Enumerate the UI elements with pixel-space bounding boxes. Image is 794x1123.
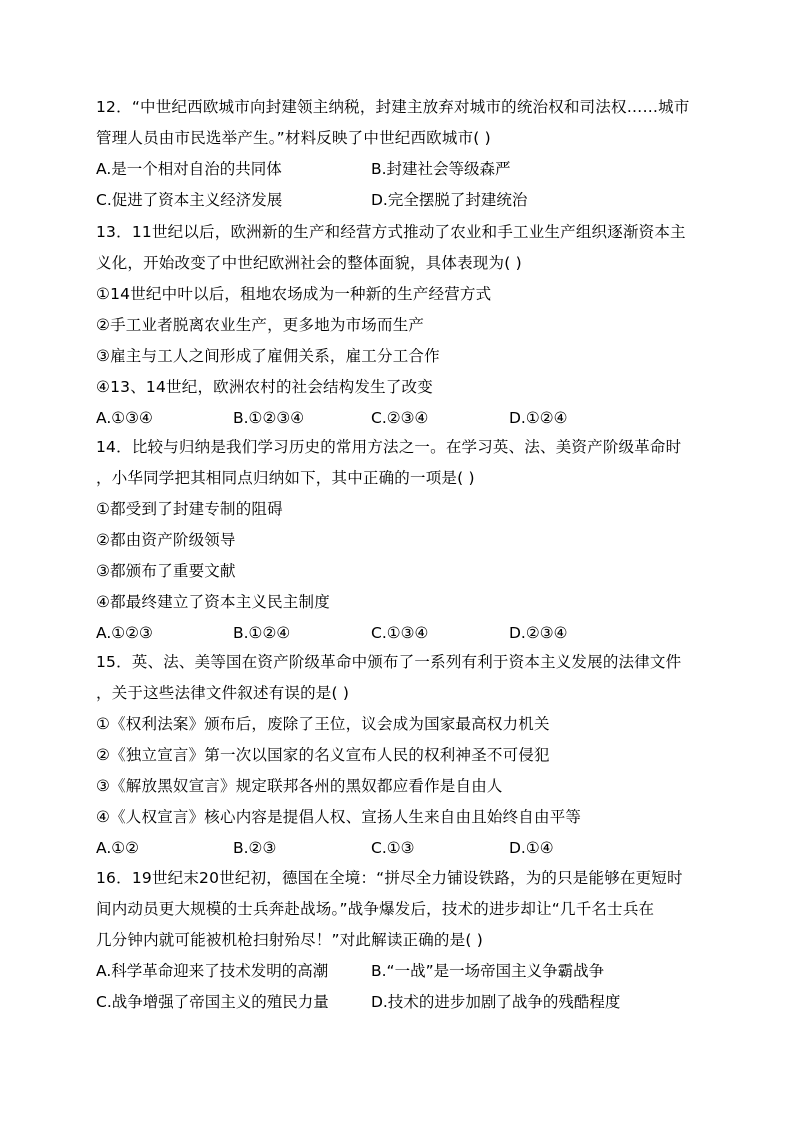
q15-stem-line1: 15．英、法、美等国在资产阶级革命中颁布了一系列有利于资本主义发展的法律文件	[96, 653, 682, 671]
q15-item-2: ②《独立宣言》第一次以国家的名义宣布人民的权利神圣不可侵犯	[96, 746, 550, 764]
q14-stem-line1: 14．比较与归纳是我们学习历史的常用方法之一。在学习英、法、美资产阶级革命时	[96, 438, 682, 456]
q13-option-b: B.①②③④	[233, 409, 305, 427]
q12-option-b: B.封建社会等级森严	[371, 160, 511, 178]
q16-stem-line1: 16．19世纪末20世纪初，德国在全境：“拼尽全力铺设铁路，为的只是能够在更短时	[96, 869, 683, 887]
q14-item-1: ①都受到了封建专制的阻碍	[96, 500, 283, 518]
q15-option-d: D.①④	[509, 839, 554, 857]
q15-option-c: C.①③	[371, 839, 415, 857]
q14-option-c: C.①③④	[371, 624, 429, 642]
q13-item-4: ④13、14世纪，欧洲农村的社会结构发生了改变	[96, 378, 433, 396]
q12-option-d: D.完全摆脱了封建统治	[371, 191, 528, 209]
q12-option-a: A.是一个相对自治的共同体	[96, 160, 282, 178]
q16-stem-line2: 间内动员更大规模的士兵奔赴战场。”战争爆发后，技术的进步却让“几千名士兵在	[96, 900, 655, 918]
q14-option-a: A.①②③	[96, 624, 153, 642]
q13-option-a: A.①③④	[96, 409, 153, 427]
q15-item-1: ①《权利法案》颁布后，废除了王位，议会成为国家最高权力机关	[96, 715, 550, 733]
q16-option-b: B.“一战”是一场帝国主义争霸战争	[371, 962, 605, 980]
q16-option-a: A.科学革命迎来了技术发明的高潮	[96, 962, 329, 980]
q12-stem-line2: 管理人员由市民选举产生。”材料反映了中世纪西欧城市( )	[96, 129, 491, 147]
q13-stem-line1: 13．11世纪以后，欧洲新的生产和经营方式推动了农业和手工业生产组织逐渐资本主	[96, 223, 686, 241]
q15-option-b: B.②③	[233, 839, 277, 857]
q13-stem-line2: 义化，开始改变了中世纪欧洲社会的整体面貌，具体表现为( )	[96, 254, 522, 272]
q13-option-d: D.①②④	[509, 409, 568, 427]
q16-option-c: C.战争增强了帝国主义的殖民力量	[96, 993, 329, 1011]
q14-option-d: D.②③④	[509, 624, 568, 642]
q12-option-c: C.促进了资本主义经济发展	[96, 191, 283, 209]
q12-stem-line1: 12．“中世纪西欧城市向封建领主纳税，封建主放弃对城市的统治权和司法权……城市	[96, 98, 690, 116]
q14-item-3: ③都颁布了重要文献	[96, 562, 236, 580]
q16-stem-line3: 几分钟内就可能被机枪扫射殆尽！”对此解读正确的是( )	[96, 931, 483, 949]
q16-option-d: D.技术的进步加剧了战争的残酷程度	[371, 993, 621, 1011]
q15-stem-line2: ，关于这些法律文件叙述有误的是( )	[96, 684, 350, 702]
q15-option-a: A.①②	[96, 839, 140, 857]
q14-stem-line2: ，小华同学把其相同点归纳如下，其中正确的一项是( )	[96, 469, 475, 487]
q13-item-2: ②手工业者脱离农业生产，更多地为市场而生产	[96, 316, 425, 334]
q14-item-2: ②都由资产阶级领导	[96, 531, 236, 549]
q15-item-3: ③《解放黑奴宣言》规定联邦各州的黑奴都应看作是自由人	[96, 777, 503, 795]
q14-option-b: B.①②④	[233, 624, 291, 642]
q15-item-4: ④《人权宣言》核心内容是提倡人权、宣扬人生来自由且始终自由平等	[96, 808, 582, 826]
q13-option-c: C.②③④	[371, 409, 429, 427]
q13-item-1: ①14世纪中叶以后，租地农场成为一种新的生产经营方式	[96, 285, 492, 303]
q14-item-4: ④都最终建立了资本主义民主制度	[96, 593, 330, 611]
q13-item-3: ③雇主与工人之间形成了雇佣关系，雇工分工合作	[96, 347, 440, 365]
